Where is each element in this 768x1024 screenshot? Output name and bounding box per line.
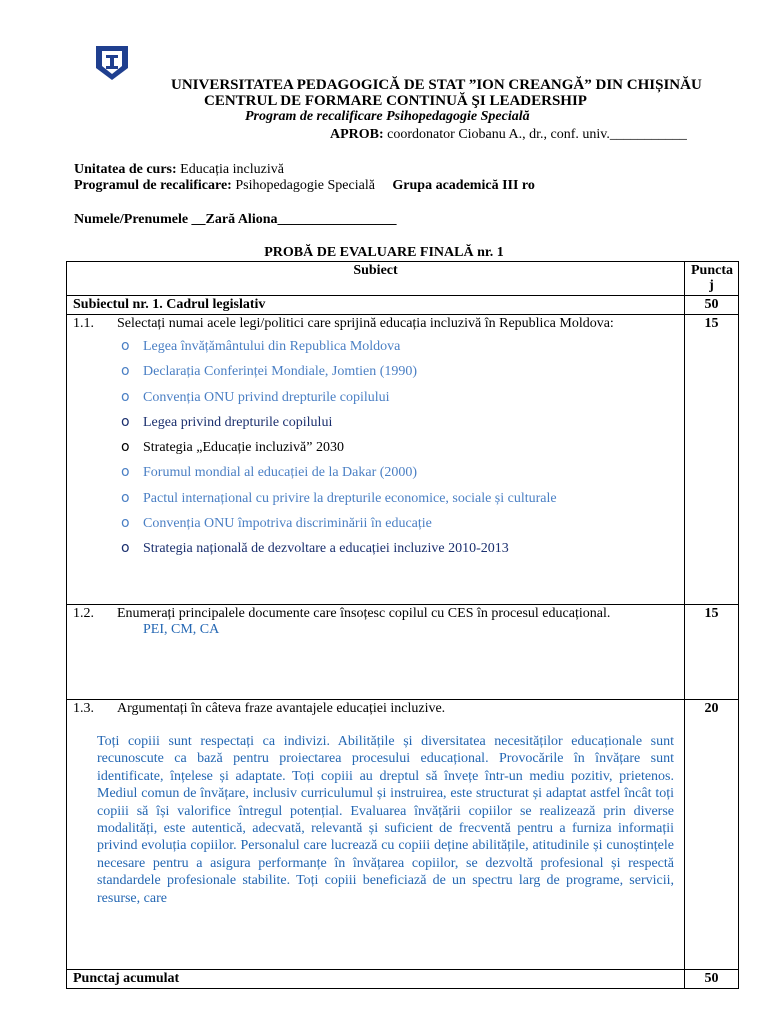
- approve-value: coordonator Ciobanu A., dr., conf. univ.___________: [383, 127, 687, 142]
- options-list: [73, 336, 678, 564]
- section-title: Subiectul nr. 1. Cadrul legislativ: [67, 296, 685, 315]
- section-row: [67, 296, 739, 315]
- points-header: [685, 262, 739, 296]
- option-item[interactable]: [121, 513, 678, 538]
- option-label: Strategia „Educație incluzivă” 2030: [143, 440, 344, 456]
- question-number: 1.1.: [73, 316, 94, 331]
- course-unit-label: Unitatea de curs:: [74, 162, 177, 177]
- total-points: 50: [685, 970, 739, 989]
- bullet-circle-icon: o: [121, 388, 130, 405]
- bullet-circle-icon: o: [121, 413, 130, 430]
- option-item[interactable]: [121, 488, 678, 513]
- question-1-2: [73, 606, 678, 622]
- total-row: [67, 970, 739, 989]
- option-item[interactable]: [121, 538, 678, 563]
- student-name-label: Numele/Prenumele: [74, 212, 189, 227]
- group-label: Grupa academică III ro: [392, 178, 535, 193]
- center-name: CENTRUL DE FORMARE CONTINUĂ ŞI LEADERSHIP: [204, 93, 587, 109]
- bullet-circle-icon: o: [121, 464, 130, 481]
- question-1-1: [73, 316, 678, 332]
- section-points: 50: [685, 296, 739, 315]
- total-label: Punctaj acumulat: [67, 970, 685, 989]
- question-1-1-points: 15: [685, 315, 739, 605]
- subject-header: Subiect: [67, 262, 685, 296]
- option-label: Declarația Conferinței Mondiale, Jomtien (1990): [143, 364, 418, 380]
- points-header-line2: j: [709, 278, 714, 293]
- option-item[interactable]: [121, 437, 678, 462]
- question-row-1-3: [67, 700, 739, 970]
- question-text: Selectați numai acele legi/politici care sprijină educația incluzivă în Republica Moldova:: [117, 316, 614, 331]
- course-unit: [74, 162, 284, 178]
- question-1-3: [73, 701, 678, 717]
- option-item[interactable]: [121, 361, 678, 386]
- university-logo: [92, 42, 132, 82]
- table-header-row: [67, 262, 739, 296]
- program-name: Program de recalificare Psihopedagogie Specială: [245, 109, 530, 124]
- question-text: Enumerați principalele documente care însoțesc copilul cu CES în procesul educațional.: [117, 606, 611, 621]
- program-line: [74, 178, 535, 194]
- question-text: Argumentați în câteva fraze avantajele educației incluzive.: [117, 701, 446, 716]
- university-name: UNIVERSITATEA PEDAGOGICĂ DE STAT ”ION CREANGĂ” DIN CHIȘINĂU: [171, 77, 702, 93]
- option-item[interactable]: [121, 387, 678, 412]
- question-cell-1-3: [67, 700, 685, 970]
- exam-table: [66, 261, 739, 989]
- option-label: Pactul internațional cu privire la drepturile economice, sociale și culturale: [143, 490, 557, 506]
- option-label: Convenția ONU privind drepturile copilului: [143, 389, 390, 405]
- question-number: 1.3.: [73, 701, 94, 716]
- student-name: [74, 212, 397, 228]
- course-unit-value: Educația incluzivă: [176, 162, 284, 177]
- approve-label: APROB:: [330, 127, 384, 142]
- bullet-circle-icon: o: [121, 489, 130, 506]
- option-label: Strategia națională de dezvoltare a educației incluzive 2010-2013: [143, 541, 509, 557]
- option-label: Forumul mondial al educației de la Dakar (2000): [143, 465, 418, 481]
- question-cell-1-1: [67, 315, 685, 605]
- question-row-1-2: [67, 605, 739, 700]
- option-label: Convenția ONU împotriva discriminării în educație: [143, 516, 432, 532]
- question-1-3-points: 20: [685, 700, 739, 970]
- bullet-circle-icon: o: [121, 363, 130, 380]
- student-name-value: __Zară Aliona_________________: [188, 212, 397, 227]
- bullet-circle-icon: o: [121, 338, 130, 354]
- answer-1-2[interactable]: PEI, CM, CA: [143, 622, 220, 637]
- points-header-line1: Puncta: [691, 263, 733, 278]
- question-cell-1-2: [67, 605, 685, 700]
- question-1-2-points: 15: [685, 605, 739, 700]
- bullet-circle-icon: o: [121, 540, 130, 557]
- answer-1-3[interactable]: Toți copiii sunt respectați ca indivizi. Abilitățile și diversitatea necesităților educaționale sunt recunoscute ca bază pentru proiectarea procesului educațional. Provocările în învățare sunt identificate, înțelese și adaptate. Toți copiii au dreptul să învețe într-un mediu pozitiv, prietenos. Mediul comun de învățare, inclusiv curriculumul și instruirea, este structurat și adaptat astfel încât toți copiii să își valorifice întregul potențial. Evaluarea învățării copiilor se realizează prin diverse modalități, este autentică, adecvată, relevantă și suficient de frecventă pentru a furniza informații privind evoluția copiilor. Personalul care lucrează cu copiii deține abilitățile, atitudinile și cunoștințele necesare pentru a asigura performanțe în învățarea copiilor, se dezvoltă profesional și respectă standardele profesionale stabilite. Toți copiii beneficiază de un spectru larg de programe, servicii, resurse, care: [97, 734, 674, 906]
- bullet-circle-icon: o: [121, 515, 130, 532]
- program-value: Psihopedagogie Specială: [231, 178, 375, 193]
- question-row-1-1: [67, 315, 739, 605]
- option-item[interactable]: [121, 462, 678, 487]
- option-label: Legea privind drepturile copilului: [143, 414, 333, 430]
- program-label: Programul de recalificare:: [74, 178, 232, 193]
- exam-title: PROBĂ DE EVALUARE FINALĂ nr. 1: [264, 245, 504, 260]
- approval-line: [330, 127, 687, 143]
- option-item[interactable]: [121, 412, 678, 437]
- option-item[interactable]: [121, 336, 678, 361]
- question-number: 1.2.: [73, 606, 94, 621]
- bullet-circle-icon: o: [121, 439, 130, 456]
- option-label: Legea învățământului din Republica Moldova: [143, 339, 401, 354]
